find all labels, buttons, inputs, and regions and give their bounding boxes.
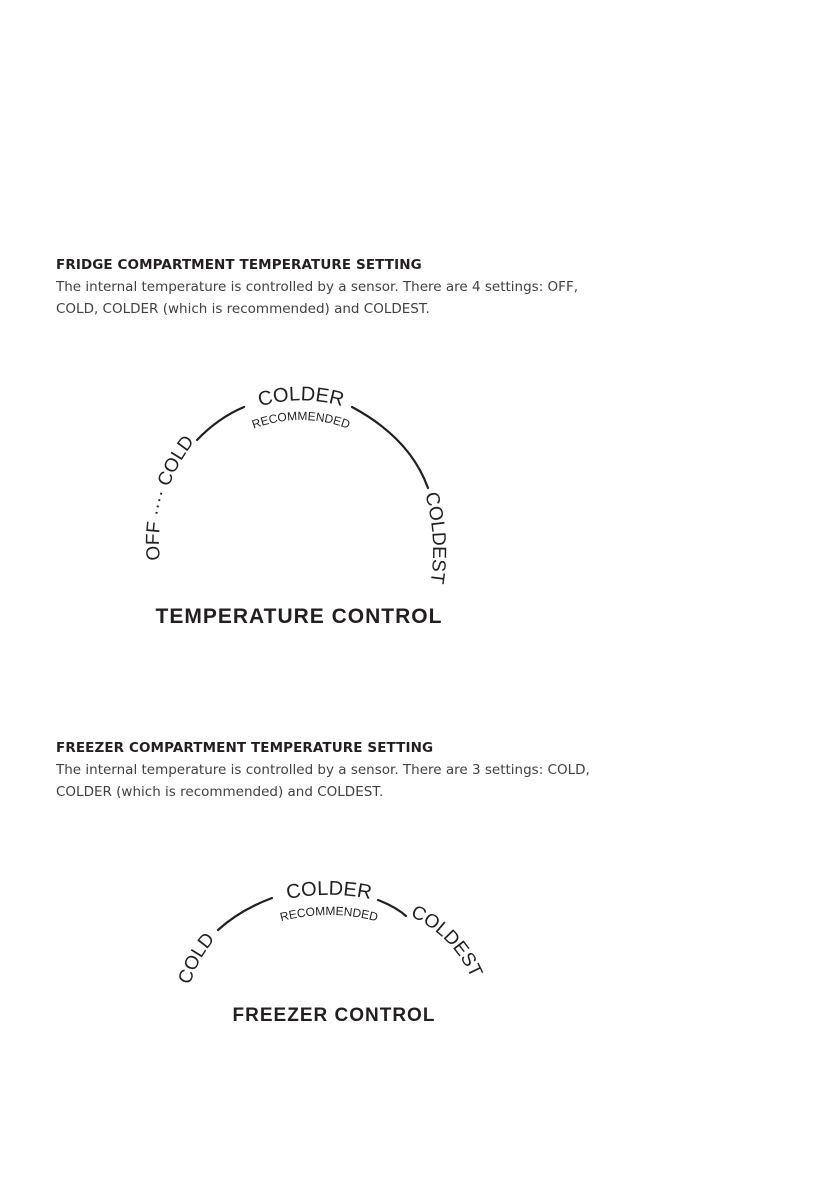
fridge-section-description	[56, 276, 756, 320]
fridge-dial-arc-left	[197, 407, 244, 440]
freezer-dial-label-coldest: COLDEST	[407, 901, 487, 981]
freezer-control-dial	[0, 870, 600, 1040]
fridge-dial-arc-right	[352, 407, 428, 488]
freezer-dial-arc-right	[378, 900, 406, 916]
fridge-description-line-1: The internal temperature is controlled by a sensor. There are 4 settings: OFF,	[56, 279, 579, 295]
fridge-dial-label-recommended: RECOMMENDED	[250, 408, 352, 432]
freezer-description-line-1: The internal temperature is controlled by a sensor. There are 3 settings: COLD,	[56, 762, 590, 778]
freezer-description-line-2: COLDER (which is recommended) and COLDEST.	[56, 784, 384, 800]
fridge-description-line-2: COLD, COLDER (which is recommended) and COLDEST.	[56, 301, 430, 317]
freezer-section-heading: FREEZER COMPARTMENT TEMPERATURE SETTING	[56, 740, 434, 756]
freezer-control-caption: FREEZER CONTROL	[232, 1005, 436, 1026]
fridge-section-heading: FRIDGE COMPARTMENT TEMPERATURE SETTING	[56, 257, 422, 273]
freezer-section-description	[56, 759, 756, 803]
freezer-dial-arc-left	[218, 898, 272, 930]
freezer-dial-label-cold: COLD	[174, 929, 220, 987]
temperature-control-dial	[0, 370, 600, 640]
fridge-dial-label-off-cold: OFF ···· COLD	[142, 431, 199, 562]
freezer-dial-label-colder: COLDER	[284, 877, 374, 904]
fridge-dial-label-coldest: COLDEST	[420, 490, 450, 586]
freezer-dial-label-recommended: RECOMMENDED	[278, 903, 380, 925]
fridge-dial-label-colder: COLDER	[255, 383, 347, 412]
temperature-control-caption: TEMPERATURE CONTROL	[155, 605, 443, 628]
